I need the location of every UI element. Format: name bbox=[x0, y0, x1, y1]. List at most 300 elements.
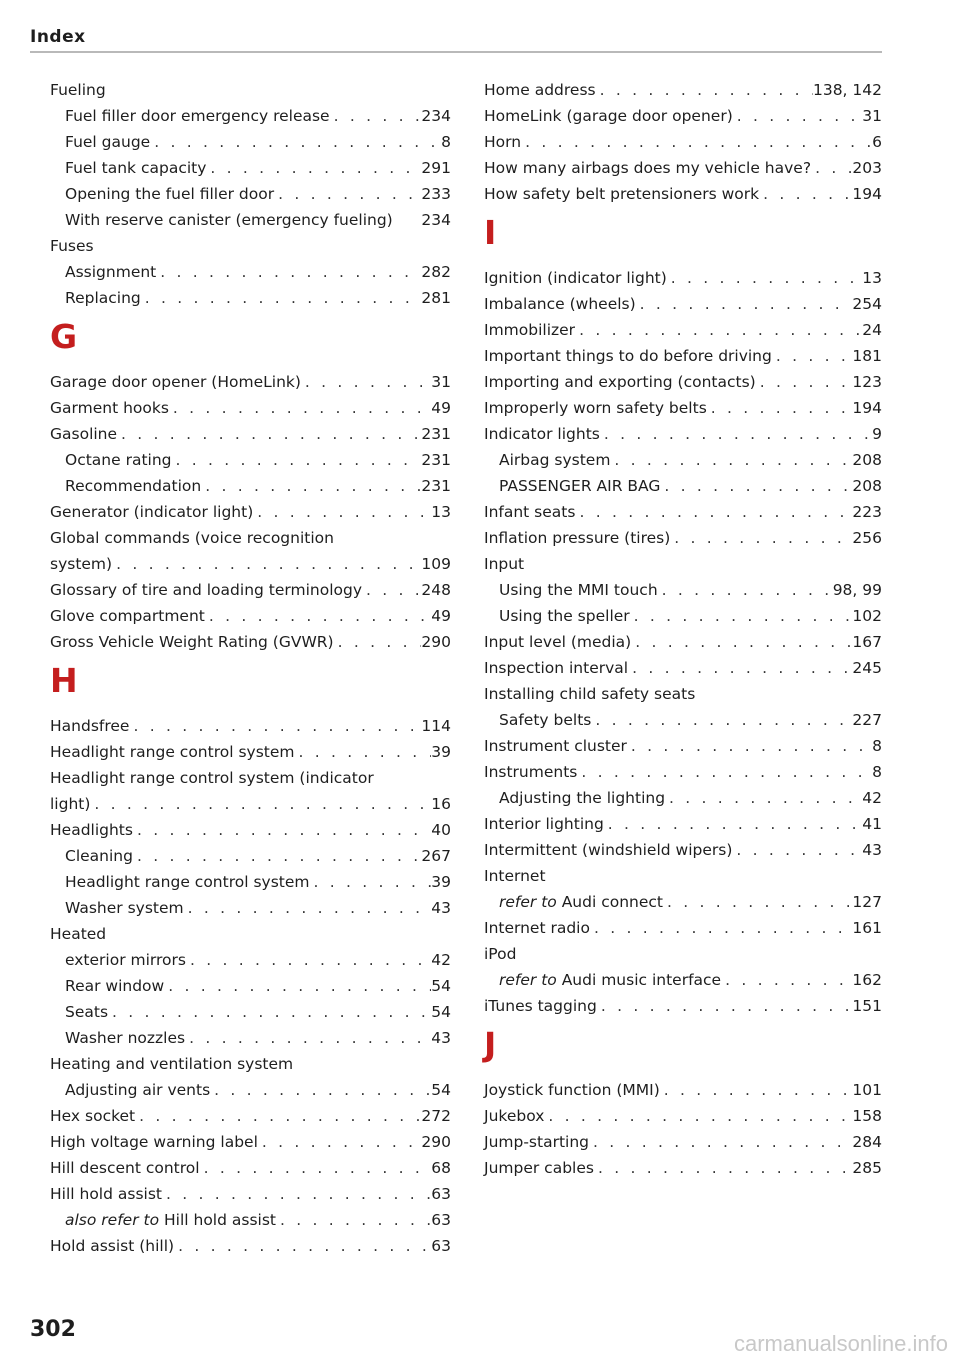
index-entry-term bbox=[499, 473, 660, 499]
index-entry-text: Adjusting air vents bbox=[65, 1081, 211, 1099]
index-column-right bbox=[484, 77, 882, 1181]
dot-leader bbox=[135, 1103, 421, 1129]
index-entry-term bbox=[65, 473, 201, 499]
index-entry-term bbox=[499, 707, 591, 733]
index-entry-page: 13 bbox=[862, 269, 882, 287]
dot-leader bbox=[112, 551, 421, 577]
index-entry-page: 109 bbox=[421, 555, 451, 573]
index-entry-text: With reserve canister (emergency fueling) bbox=[65, 211, 393, 229]
index-entry-page: 101 bbox=[852, 1081, 882, 1099]
index-entry bbox=[484, 863, 882, 889]
cross-reference-prefix: also refer to bbox=[65, 1211, 160, 1229]
index-entry-term bbox=[50, 739, 295, 765]
dot-leader bbox=[117, 421, 421, 447]
index-entry-text: exterior mirrors bbox=[65, 951, 186, 969]
index-entry-page: 43 bbox=[431, 899, 451, 917]
index-entry-page: 40 bbox=[431, 821, 451, 839]
index-entry bbox=[484, 551, 882, 577]
index-entry-text: Input bbox=[484, 555, 525, 573]
index-entry bbox=[50, 895, 451, 921]
index-entry-term bbox=[484, 837, 732, 863]
index-entry-term bbox=[499, 785, 665, 811]
index-entry-term bbox=[50, 603, 205, 629]
index-entry-term bbox=[50, 577, 362, 603]
index-entry-text: Hold assist (hill) bbox=[50, 1237, 175, 1255]
dot-leader bbox=[274, 181, 421, 207]
index-entry bbox=[50, 869, 451, 895]
index-entry bbox=[50, 525, 451, 551]
dot-leader bbox=[133, 817, 431, 843]
dot-leader bbox=[201, 473, 421, 499]
index-entry-term bbox=[484, 551, 524, 577]
index-entry-text: Washer system bbox=[65, 899, 184, 917]
index-entry-text: Fueling bbox=[50, 81, 106, 99]
index-entry-page: 167 bbox=[852, 633, 882, 651]
index-entry-text: Fuses bbox=[50, 237, 94, 255]
dot-leader bbox=[133, 843, 421, 869]
index-entry-term bbox=[499, 447, 610, 473]
index-entry-term bbox=[50, 421, 117, 447]
index-entry-text: Octane rating bbox=[65, 451, 172, 469]
dot-leader bbox=[596, 77, 813, 103]
watermark: carmanualsonline.info bbox=[733, 1331, 948, 1356]
index-entry-text: Imbalance (wheels) bbox=[484, 295, 636, 313]
index-entry-text: Audi music interface bbox=[561, 971, 722, 989]
index-entry-text: Intermittent (windshield wipers) bbox=[484, 841, 733, 859]
dot-leader bbox=[172, 447, 422, 473]
index-entry-page: 234 bbox=[421, 211, 451, 229]
index-entry-term bbox=[484, 265, 667, 291]
index-entry-term bbox=[65, 947, 186, 973]
index-entry-text: Audi connect bbox=[561, 893, 663, 911]
index-entry-page: 267 bbox=[421, 847, 451, 865]
dot-leader bbox=[330, 103, 422, 129]
dot-leader bbox=[169, 395, 431, 421]
index-entry-term bbox=[65, 895, 184, 921]
header-divider bbox=[30, 51, 882, 53]
dot-leader bbox=[164, 973, 431, 999]
index-entry-text: Internet radio bbox=[484, 919, 590, 937]
dot-leader bbox=[544, 1103, 852, 1129]
index-entry-term bbox=[484, 733, 627, 759]
dot-leader bbox=[141, 285, 422, 311]
dot-leader bbox=[334, 525, 451, 551]
index-entry bbox=[50, 369, 451, 395]
index-entry-page: 49 bbox=[431, 399, 451, 417]
index-entry-text: iTunes tagging bbox=[484, 997, 597, 1015]
index-entry bbox=[484, 1129, 882, 1155]
index-entry-term bbox=[50, 1051, 293, 1077]
index-entry-page: 233 bbox=[421, 185, 451, 203]
index-entry-text: Hill hold assist bbox=[50, 1185, 162, 1203]
dot-leader bbox=[628, 655, 852, 681]
index-entry-page: 9 bbox=[872, 425, 882, 443]
index-entry bbox=[50, 999, 451, 1025]
index-entry-text: Assignment bbox=[65, 263, 157, 281]
index-entry-text: PASSENGER AIR BAG bbox=[499, 477, 661, 495]
index-entry-term bbox=[50, 233, 94, 259]
index-entry-text: Global commands (voice recognition bbox=[50, 529, 334, 547]
index-entry-text: How many airbags does my vehicle have? bbox=[484, 159, 812, 177]
index-entry bbox=[50, 1103, 451, 1129]
dot-leader bbox=[636, 291, 853, 317]
dot-leader bbox=[516, 941, 882, 967]
index-entry-term bbox=[484, 499, 575, 525]
index-entry-page: 49 bbox=[431, 607, 451, 625]
dot-leader bbox=[205, 603, 431, 629]
dot-leader bbox=[129, 713, 421, 739]
dot-leader bbox=[258, 1129, 422, 1155]
dot-leader bbox=[295, 739, 432, 765]
index-entry bbox=[484, 915, 882, 941]
index-entry-text: Installing child safety seats bbox=[484, 685, 696, 703]
index-entry bbox=[484, 525, 882, 551]
index-entry bbox=[50, 499, 451, 525]
index-entry-page: 256 bbox=[852, 529, 882, 547]
index-entry-term bbox=[50, 77, 106, 103]
dot-leader bbox=[733, 103, 863, 129]
index-entry-term bbox=[65, 129, 150, 155]
index-entry bbox=[484, 1155, 882, 1181]
index-entry bbox=[484, 317, 882, 343]
index-entry-page: 231 bbox=[421, 451, 451, 469]
index-entry-term bbox=[499, 967, 721, 993]
index-entry bbox=[50, 739, 451, 765]
index-entry-page: 161 bbox=[852, 919, 882, 937]
dot-leader bbox=[362, 577, 421, 603]
index-entry-page: 223 bbox=[852, 503, 882, 521]
section-letter bbox=[484, 207, 882, 265]
index-entry-term bbox=[65, 1207, 276, 1233]
index-entry-page: 41 bbox=[862, 815, 882, 833]
index-entry-term bbox=[50, 791, 90, 817]
index-entry-page: 194 bbox=[852, 399, 882, 417]
index-entry-term bbox=[484, 1077, 660, 1103]
index-entry-page: 6 bbox=[872, 133, 882, 151]
index-entry-text: Inspection interval bbox=[484, 659, 629, 677]
index-entry-page: 43 bbox=[431, 1029, 451, 1047]
index-entry-term bbox=[484, 525, 670, 551]
index-entry-text: Horn bbox=[484, 133, 522, 151]
index-entry bbox=[50, 447, 451, 473]
index-entry bbox=[50, 103, 451, 129]
index-entry-page: 114 bbox=[421, 717, 451, 735]
index-entry bbox=[484, 733, 882, 759]
index-entry-page: 127 bbox=[852, 893, 882, 911]
index-entry-text: system) bbox=[50, 555, 113, 573]
index-entry bbox=[484, 155, 882, 181]
index-entry-page: 194 bbox=[852, 185, 882, 203]
index-entry-term bbox=[484, 993, 597, 1019]
index-entry-page: 24 bbox=[862, 321, 882, 339]
index-entry bbox=[50, 207, 451, 233]
index-entry-term bbox=[50, 525, 334, 551]
index-entry bbox=[50, 259, 451, 285]
dot-leader bbox=[600, 421, 872, 447]
index-entry-term bbox=[65, 285, 141, 311]
index-entry-term bbox=[484, 129, 521, 155]
index-entry-page: 8 bbox=[872, 763, 882, 781]
index-entry-text: Interior lighting bbox=[484, 815, 604, 833]
index-entry-text: Heated bbox=[50, 925, 107, 943]
index-entry-page: 63 bbox=[431, 1185, 451, 1203]
index-entry-term bbox=[484, 421, 600, 447]
index-entry-page: 54 bbox=[431, 1003, 451, 1021]
index-entry bbox=[484, 629, 882, 655]
dot-leader bbox=[756, 369, 853, 395]
index-entry-page: 284 bbox=[852, 1133, 882, 1151]
index-entry-term bbox=[65, 843, 133, 869]
index-entry bbox=[50, 285, 451, 311]
index-entry-term bbox=[50, 395, 169, 421]
index-entry bbox=[50, 129, 451, 155]
index-entry-text: Fuel filler door emergency release bbox=[65, 107, 330, 125]
dot-leader bbox=[276, 1207, 431, 1233]
index-entry-page: 162 bbox=[852, 971, 882, 989]
index-entry-page: 272 bbox=[421, 1107, 451, 1125]
dot-leader bbox=[590, 915, 852, 941]
index-entry-text: Using the MMI touch bbox=[499, 581, 658, 599]
index-entry bbox=[50, 1129, 451, 1155]
index-entry bbox=[50, 1233, 451, 1259]
dot-leader bbox=[174, 1233, 431, 1259]
dot-leader bbox=[150, 129, 441, 155]
index-entry bbox=[50, 473, 451, 499]
index-entry-term bbox=[484, 291, 636, 317]
index-entry-term bbox=[484, 759, 577, 785]
dot-leader bbox=[575, 499, 852, 525]
dot-leader bbox=[393, 207, 422, 233]
index-entry-text: Garment hooks bbox=[50, 399, 169, 417]
dot-leader bbox=[575, 317, 862, 343]
index-entry-term bbox=[499, 603, 630, 629]
dot-leader bbox=[293, 1051, 451, 1077]
index-entry-text: Inflation pressure (tires) bbox=[484, 529, 671, 547]
index-entry bbox=[484, 837, 882, 863]
index-entry-text: Importing and exporting (contacts) bbox=[484, 373, 756, 391]
index-entry bbox=[50, 921, 451, 947]
index-entry-page: 181 bbox=[852, 347, 882, 365]
index-entry-page: 54 bbox=[431, 1081, 451, 1099]
index-entry bbox=[484, 291, 882, 317]
index-entry bbox=[484, 577, 882, 603]
index-entry-page: 42 bbox=[431, 951, 451, 969]
index-entry-term bbox=[50, 1129, 258, 1155]
index-entry-term bbox=[65, 155, 206, 181]
index-entry-text: HomeLink (garage door opener) bbox=[484, 107, 733, 125]
index-entry-page: 16 bbox=[431, 795, 451, 813]
dot-leader bbox=[90, 791, 431, 817]
index-entry bbox=[484, 473, 882, 499]
index-entry-text: Instruments bbox=[484, 763, 578, 781]
index-entry-page: 282 bbox=[421, 263, 451, 281]
index-entry-text: Internet bbox=[484, 867, 546, 885]
dot-leader bbox=[610, 447, 852, 473]
index-entry-text: Garage door opener (HomeLink) bbox=[50, 373, 301, 391]
section-letter bbox=[484, 1019, 882, 1077]
dot-leader bbox=[577, 759, 872, 785]
dot-leader bbox=[695, 681, 882, 707]
index-entry-term bbox=[484, 317, 575, 343]
index-entry-term bbox=[50, 629, 334, 655]
cross-reference-prefix: refer to bbox=[499, 893, 557, 911]
index-entry-term bbox=[65, 259, 156, 285]
index-entry-page: 138, 142 bbox=[812, 81, 882, 99]
index-entry-term bbox=[65, 1025, 185, 1051]
index-entry bbox=[50, 1207, 451, 1233]
index-entry-text: High voltage warning label bbox=[50, 1133, 258, 1151]
index-entry-term bbox=[50, 1103, 135, 1129]
index-entry-text: Headlights bbox=[50, 821, 133, 839]
index-entry-text: Using the speller bbox=[499, 607, 630, 625]
index-entry-page: 227 bbox=[852, 711, 882, 729]
index-entry-page: 63 bbox=[431, 1237, 451, 1255]
index-entry-text: Instrument cluster bbox=[484, 737, 627, 755]
dot-leader bbox=[811, 155, 852, 181]
index-entry-page: 234 bbox=[421, 107, 451, 125]
index-entry-text: Generator (indicator light) bbox=[50, 503, 254, 521]
section-letter bbox=[50, 655, 451, 713]
index-entry-text: Headlight range control system bbox=[65, 873, 310, 891]
index-entry bbox=[484, 499, 882, 525]
dot-leader bbox=[589, 1129, 852, 1155]
dot-leader bbox=[667, 265, 863, 291]
index-entry-text: Headlight range control system (indicator bbox=[50, 769, 374, 787]
index-entry-page: 39 bbox=[431, 873, 451, 891]
dot-leader bbox=[630, 603, 853, 629]
index-entry bbox=[50, 603, 451, 629]
index-entry-term bbox=[484, 1155, 594, 1181]
dot-leader bbox=[663, 889, 852, 915]
index-entry-term bbox=[499, 889, 663, 915]
index-entry-term bbox=[484, 181, 759, 207]
index-entry-term bbox=[50, 713, 129, 739]
index-entry-page: 281 bbox=[421, 289, 451, 307]
cross-reference-prefix: refer to bbox=[499, 971, 557, 989]
index-entry bbox=[484, 77, 882, 103]
index-entry bbox=[50, 181, 451, 207]
index-entry-term bbox=[50, 499, 253, 525]
index-entry-page: 63 bbox=[431, 1211, 451, 1229]
dot-leader bbox=[186, 947, 431, 973]
index-entry-text: Important things to do before driving bbox=[484, 347, 772, 365]
dot-leader bbox=[106, 77, 451, 103]
index-entry-term bbox=[50, 369, 301, 395]
index-entry-page: 31 bbox=[431, 373, 451, 391]
index-entry bbox=[50, 233, 451, 259]
index-entry-page: 43 bbox=[862, 841, 882, 859]
dot-leader bbox=[597, 993, 853, 1019]
index-entry-text: Home address bbox=[484, 81, 596, 99]
index-entry bbox=[50, 791, 451, 817]
dot-leader bbox=[310, 869, 432, 895]
dot-leader bbox=[594, 1155, 852, 1181]
index-entry-text: Hex socket bbox=[50, 1107, 136, 1125]
index-entry-page: 203 bbox=[852, 159, 882, 177]
index-entry-text: Opening the fuel filler door bbox=[65, 185, 275, 203]
index-entry-term bbox=[484, 863, 546, 889]
index-entry-term bbox=[50, 1181, 162, 1207]
index-entry bbox=[50, 551, 451, 577]
index-entry-page: 290 bbox=[421, 1133, 451, 1151]
index-entry bbox=[484, 129, 882, 155]
index-entry bbox=[484, 421, 882, 447]
page-header-title: Index bbox=[30, 27, 86, 47]
index-entry-text: Adjusting the lighting bbox=[499, 789, 666, 807]
index-entry-term bbox=[50, 817, 133, 843]
index-entry bbox=[50, 155, 451, 181]
index-entry-text: Glove compartment bbox=[50, 607, 205, 625]
index-entry bbox=[50, 1077, 451, 1103]
index-entry-page: 290 bbox=[421, 633, 451, 651]
dot-leader bbox=[524, 551, 882, 577]
dot-leader bbox=[707, 395, 853, 421]
index-entry-page: 54 bbox=[431, 977, 451, 995]
index-entry-term bbox=[65, 447, 172, 473]
index-entry bbox=[484, 181, 882, 207]
index-entry-text: Fuel tank capacity bbox=[65, 159, 207, 177]
index-entry-text: iPod bbox=[484, 945, 517, 963]
index-entry-term bbox=[65, 999, 108, 1025]
index-entry bbox=[484, 103, 882, 129]
index-entry-page: 123 bbox=[852, 373, 882, 391]
dot-leader bbox=[185, 1025, 431, 1051]
index-entry-page: 291 bbox=[421, 159, 451, 177]
index-entry-text: Seats bbox=[65, 1003, 109, 1021]
index-entry-text: Glossary of tire and loading terminology bbox=[50, 581, 363, 599]
index-entry-term bbox=[484, 395, 707, 421]
index-entry-text: Immobilizer bbox=[484, 321, 576, 339]
section-letter-label: H bbox=[50, 661, 78, 700]
dot-leader bbox=[206, 155, 421, 181]
dot-leader bbox=[374, 765, 451, 791]
index-entry-text: Gasoline bbox=[50, 425, 118, 443]
dot-leader bbox=[200, 1155, 432, 1181]
index-entry-page: 208 bbox=[852, 451, 882, 469]
index-entry-term bbox=[65, 1077, 210, 1103]
index-entry-page: 31 bbox=[862, 107, 882, 125]
index-entry-text: Headlight range control system bbox=[50, 743, 295, 761]
dot-leader bbox=[156, 259, 421, 285]
index-entry-page: 68 bbox=[431, 1159, 451, 1177]
index-entry bbox=[484, 447, 882, 473]
index-entry-term bbox=[50, 551, 112, 577]
index-entry-text: Indicator lights bbox=[484, 425, 600, 443]
index-entry bbox=[484, 681, 882, 707]
index-entry-page: 231 bbox=[421, 425, 451, 443]
index-entry bbox=[50, 1051, 451, 1077]
index-entry-page: 102 bbox=[852, 607, 882, 625]
dot-leader bbox=[94, 233, 451, 259]
index-entry-text: Rear window bbox=[65, 977, 165, 995]
index-entry bbox=[484, 603, 882, 629]
index-entry-term bbox=[65, 103, 330, 129]
index-entry-term bbox=[484, 681, 695, 707]
index-entry-text: light) bbox=[50, 795, 91, 813]
dot-leader bbox=[162, 1181, 431, 1207]
index-entry bbox=[484, 395, 882, 421]
index-entry-term bbox=[484, 941, 516, 967]
index-entry bbox=[484, 707, 882, 733]
index-entry-text: Safety belts bbox=[499, 711, 592, 729]
index-entry-page: 8 bbox=[872, 737, 882, 755]
index-entry-term bbox=[484, 103, 733, 129]
index-entry-text: Jukebox bbox=[484, 1107, 545, 1125]
dot-leader bbox=[604, 811, 862, 837]
index-entry-page: 208 bbox=[852, 477, 882, 495]
index-entry-term bbox=[65, 869, 310, 895]
index-entry-text: Input level (media) bbox=[484, 633, 632, 651]
